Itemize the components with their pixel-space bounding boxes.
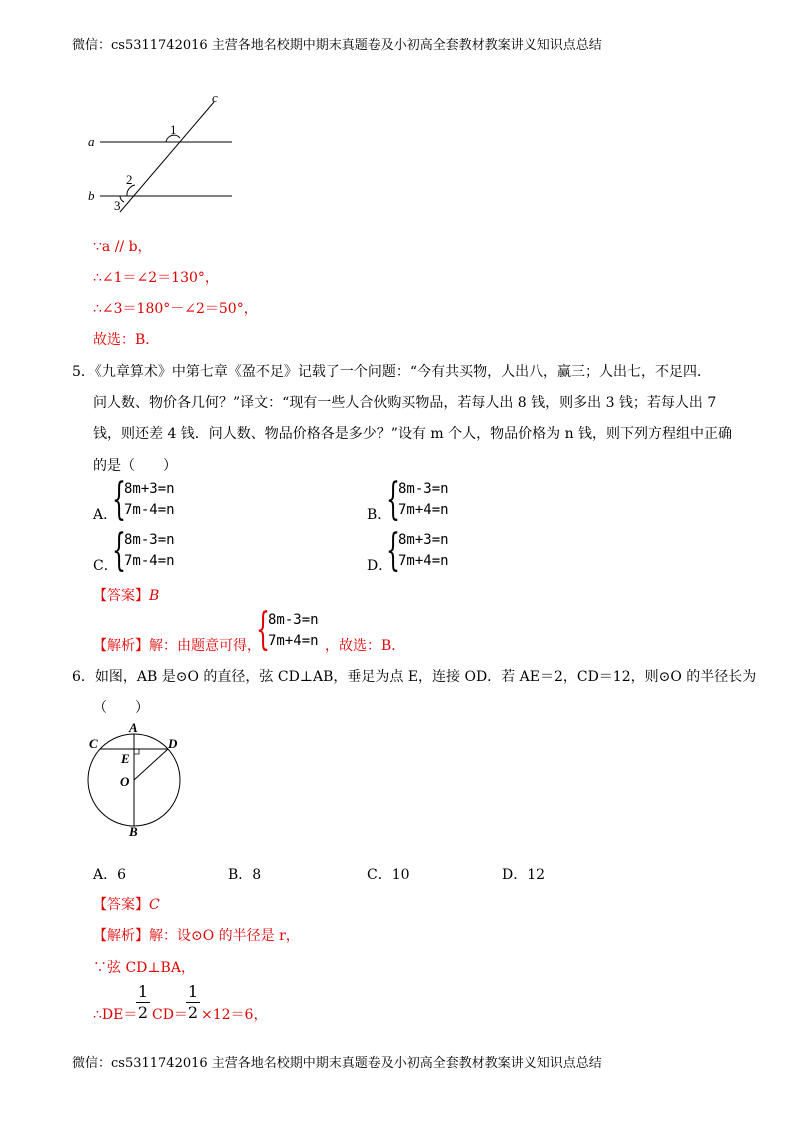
q5-answer: [93, 585, 159, 605]
q5-text-line4: 的是（ ）: [93, 458, 177, 474]
sol4-line1: ∵a // b，: [93, 239, 152, 255]
point-d-label: D: [168, 736, 178, 751]
angle-3-label: 3: [114, 198, 121, 213]
brace-icon: {: [112, 474, 126, 525]
q6-analysis-line3-mid: CD＝: [152, 1007, 188, 1023]
fraction-denominator: 2: [187, 1003, 199, 1022]
angle-1-label: 1: [170, 122, 177, 137]
point-c-label: C: [89, 736, 98, 751]
analysis-equation: 7m+4=n: [268, 633, 319, 649]
equation: 8m+3=n: [398, 532, 449, 548]
fraction-2: [186, 982, 200, 1022]
q5-analysis-prefix: [93, 635, 261, 655]
equation: 8m-3=n: [398, 481, 449, 497]
fraction-1: [136, 982, 150, 1022]
q5-text-line2: 问人数、物价各几何？”译文：“现有一些人合伙购买物品，若每人出 8 钱，则多出 3 钱；若每人出 7: [93, 395, 717, 411]
equation: 7m+4=n: [398, 502, 449, 518]
equation: 7m-4=n: [124, 553, 175, 569]
point-o-label: O: [120, 774, 130, 789]
q5-analysis-suffix: ，故选：B．: [325, 638, 406, 654]
q6-option-c: C．10: [367, 867, 410, 883]
fraction-denominator: 2: [137, 1003, 149, 1022]
brace-icon: {: [386, 474, 400, 525]
q6-answer: [93, 894, 160, 914]
sol4-line2: ∴∠1＝∠2＝130°，: [93, 270, 219, 286]
answer-value: C: [149, 897, 160, 913]
fraction-numerator: 1: [187, 982, 199, 1001]
analysis-text: 解：设⊙O 的半径是 r，: [149, 928, 300, 944]
q6-text-line2: （ ）: [93, 700, 149, 716]
circle-figure: [82, 720, 192, 838]
q5-text-line1: 5．《九章算术》中第七章《盈不足》记载了一个问题：“今有共买物，人出八，赢三；人出七，不足四．: [72, 364, 712, 380]
page-header: 微信：cs5311742016 主营各地名校期中期末真题卷及小初高全套教材教案讲义知识点总结: [72, 38, 602, 53]
q6-analysis-line2: ∵弦 CD⊥BA，: [93, 960, 195, 976]
brace-icon: {: [256, 604, 270, 655]
q6-analysis-line3-post: ×12＝6，: [201, 1007, 268, 1023]
q6-text-line1: 6．如图，AB 是⊙O 的直径，弦 CD⊥AB，垂足为点 E，连接 OD．若 AE＝2，CD＝12，则⊙O 的半径长为: [72, 669, 757, 685]
option-label: B．: [367, 507, 392, 523]
fraction-numerator: 1: [137, 982, 149, 1001]
analysis-tag: 【解析】: [93, 928, 149, 944]
answer-tag: 【答案】: [93, 897, 149, 913]
analysis-equation: 8m-3=n: [268, 612, 319, 628]
line-b-label: b: [88, 188, 95, 203]
point-b-label: B: [129, 824, 138, 838]
q6-option-b: B．8: [228, 867, 262, 883]
q6-option-d: D．12: [502, 867, 546, 883]
sol4-line3: ∴∠3＝180°－∠2＝50°，: [93, 301, 258, 317]
parallel-lines-figure: [80, 88, 250, 218]
analysis-tag: 【解析】: [93, 638, 149, 654]
point-a-label: A: [129, 720, 138, 735]
angle-2-label: 2: [126, 172, 133, 187]
equation: 7m-4=n: [124, 502, 175, 518]
option-label: C．: [93, 558, 118, 574]
analysis-text: 解：由题意可得，: [149, 638, 261, 654]
point-e-label: E: [121, 751, 130, 766]
equation: 8m+3=n: [124, 481, 175, 497]
brace-icon: {: [112, 525, 126, 576]
q6-option-a: A．6: [93, 867, 127, 883]
q6-analysis-line3-pre: ∴DE＝: [93, 1007, 138, 1023]
equation: 7m+4=n: [398, 553, 449, 569]
line-a-label: a: [88, 134, 95, 149]
option-label: A．: [93, 507, 118, 523]
equation: 8m-3=n: [124, 532, 175, 548]
answer-tag: 【答案】: [93, 588, 149, 604]
brace-icon: {: [386, 525, 400, 576]
q6-analysis: [93, 925, 300, 945]
option-label: D．: [367, 558, 393, 574]
line-c-label: c: [212, 90, 218, 105]
page-footer: 微信：cs5311742016 主营各地名校期中期末真题卷及小初高全套教材教案讲义知识点总结: [72, 1056, 602, 1071]
sol4-line4: 故选：B．: [93, 332, 160, 348]
answer-value: B: [149, 588, 160, 604]
q5-text-line3: 钱，则还差 4 钱．问人数、物品价格各是多少？”设有 m 个人，物品价格为 n 钱，则下列方程组中正确: [93, 426, 733, 442]
